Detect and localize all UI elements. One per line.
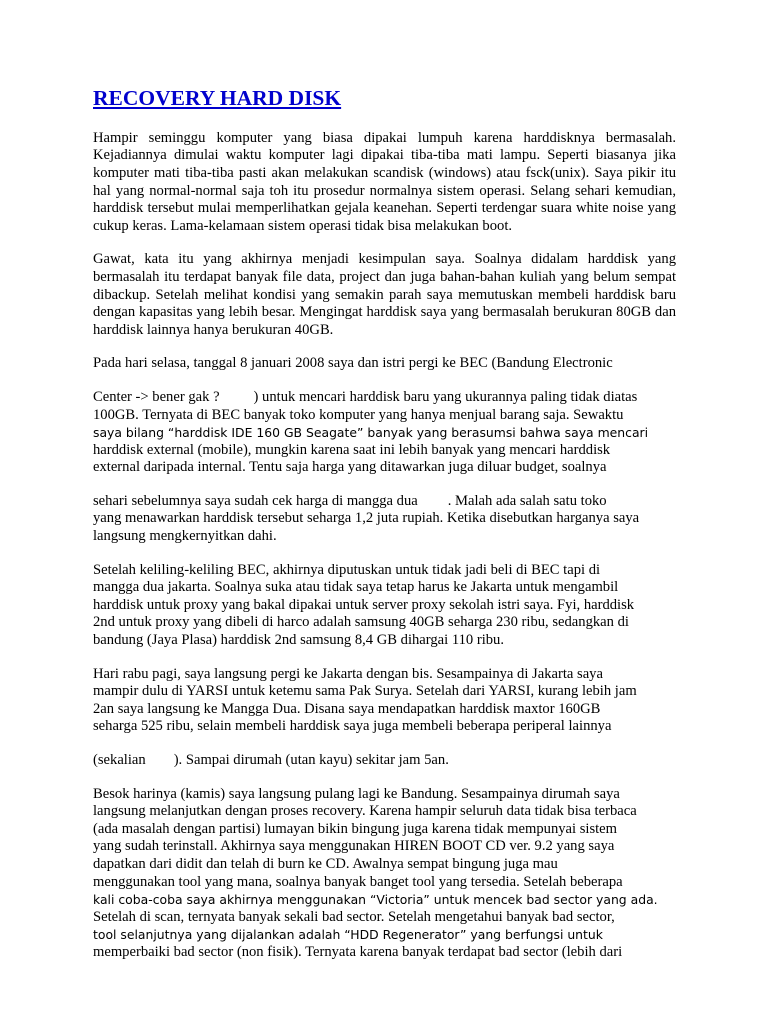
- paragraph-line: [93, 389, 676, 407]
- paragraph-line: harddisk untuk proxy yang bakal dipakai untuk server proxy sekolah istri saya. Fyi, harddisk: [93, 596, 635, 613]
- text-segment: ) untuk mencari harddisk baru yang ukurannya paling tidak diatas: [253, 388, 638, 405]
- paragraph-mangga-dua-price: [93, 493, 676, 546]
- paragraph-line: (ada masalah dengan partisi) lumayan bikin bingung juga karena tidak mempunyai sistem: [93, 820, 618, 837]
- paragraph-line: external daripada internal. Tentu saja harga yang ditawarkan juga diluar budget, soalnya: [93, 459, 607, 476]
- paragraph-line: seharga 525 ribu, selain membeli harddisk saya juga membeli beberapa periperal lainnya: [93, 718, 612, 735]
- text-segment: (sekalian: [93, 752, 146, 769]
- paragraph-line: 100GB. Ternyata di BEC banyak toko komputer yang hanya menjual barang saja. Sewaktu: [93, 406, 624, 423]
- paragraph-gawat: Gawat, kata itu yang akhirnya menjadi kesimpulan saya. Soalnya didalam harddisk yang bermasalah itu terdapat banyak file data, project dan juga bahan-bahan kuliah yang belum sempat dibackup. Setelah melihat kondisi yang semakin parah saya memutuskan membeli harddisk baru dengan kapasitas yang lebih besar. Mengingat harddisk saya yang bermasalah berukuran 80GB dan harddisk lainnya hanya berukuran 40GB.: [93, 251, 676, 338]
- paragraph-line: Setelah keliling-keliling BEC, akhirnya diputuskan untuk tidak jadi beli di BEC tapi di: [93, 561, 601, 578]
- paragraph-line: [93, 752, 676, 770]
- paragraph-line: langsung mengkernyitkan dahi.: [93, 528, 277, 545]
- paragraph-line: dapatkan dari didit dan telah di burn ke CD. Awalnya sempat bingung juga mau: [93, 855, 558, 872]
- page-title: RECOVERY HARD DISK: [93, 86, 342, 110]
- paragraph-line: bandung (Jaya Plasa) harddisk 2nd samsung 8,4 GB dihargai 110 ribu.: [93, 632, 504, 649]
- text-segment: . Malah ada salah satu toko: [447, 492, 607, 509]
- paragraph-line: 2an saya langsung ke Mangga Dua. Disana saya mendapatkan harddisk maxtor 160GB: [93, 700, 601, 717]
- paragraph-kamis: [93, 786, 676, 962]
- paragraph-line: yang sudah terinstall. Akhirnya saya menggunakan HIREN BOOT CD ver. 9.2 yang saya: [93, 838, 615, 855]
- text-segment: ). Sampai dirumah (utan kayu) sekitar jam 5an.: [173, 752, 449, 769]
- paragraph-line: mampir dulu di YARSI untuk ketemu sama Pak Surya. Setelah dari YARSI, kurang lebih jam: [93, 683, 637, 700]
- paragraph-line: menggunakan tool yang mana, soalnya banyak banget tool yang tersedia. Setelah beberapa: [93, 873, 623, 890]
- text-segment: Center -> bener gak ?: [93, 388, 220, 405]
- paragraph-line: tool selanjutnya yang dijalankan adalah “HDD Regenerator” yang berfungsi untuk: [93, 927, 603, 943]
- paragraph-rabu: [93, 666, 676, 736]
- paragraph-keliling-bec: [93, 562, 676, 650]
- paragraph-selasa-line: Pada hari selasa, tanggal 8 januari 2008 saya dan istri pergi ke BEC (Bandung Electronic: [93, 355, 613, 372]
- paragraph-line: kali coba-coba saya akhirnya menggunakan “Victoria” untuk mencek bad sector yang ada.: [93, 892, 658, 908]
- paragraph-line: 2nd untuk proxy yang dibeli di harco adalah samsung 40GB seharga 230 ribu, sedangkan di: [93, 614, 629, 631]
- text-segment: sehari sebelumnya saya sudah cek harga di mangga dua: [93, 492, 418, 509]
- paragraph-line: Besok harinya (kamis) saya langsung pulang lagi ke Bandung. Sesampainya dirumah saya: [93, 785, 620, 802]
- paragraph-line: [93, 493, 676, 511]
- paragraph-line: yang menawarkan harddisk tersebut seharga 1,2 juta rupiah. Ketika disebutkan harganya saya: [93, 510, 640, 527]
- paragraph-selasa: [93, 355, 676, 373]
- paragraph-line: harddisk external (mobile), mungkin karena saat ini lebih banyak yang mencari harddisk: [93, 441, 611, 458]
- paragraph-line: Hari rabu pagi, saya langsung pergi ke Jakarta dengan bis. Sesampainya di Jakarta saya: [93, 665, 603, 682]
- paragraph-line: saya bilang “harddisk IDE 160 GB Seagate” banyak yang berasumsi bahwa saya mencari: [93, 425, 649, 441]
- paragraph-line: langsung melanjutkan dengan proses recovery. Karena hampir seluruh data tidak bisa terbaca: [93, 803, 637, 820]
- paragraph-line: mangga dua jakarta. Soalnya suka atau tidak saya tetap harus ke Jakarta untuk mengambil: [93, 579, 619, 596]
- paragraph-line: Setelah di scan, ternyata banyak sekali bad sector. Setelah mengetahui banyak bad sector,: [93, 908, 615, 925]
- paragraph-intro: Hampir seminggu komputer yang biasa dipakai lumpuh karena harddisknya bermasalah. Kejadiannya dimulai waktu komputer lagi dipakai tiba-tiba mati lampu. Seperti biasanya jika komputer mati tiba-tiba pasti akan melakukan scandisk (windows) atau fsck(unix). Saya pikir itu hal yang normal-normal saja toh itu prosedur normalnya sistem operasi. Selang sehari kemudian, harddisk tersebut mulai memperlihatkan gejala keanehan. Seperti terdengar suara white noise yang cukup keras. Lama-kelamaan sistem operasi tidak bisa melakukan boot.: [93, 129, 676, 234]
- paragraph-sekalian: [93, 752, 676, 770]
- paragraph-line: memperbaiki bad sector (non fisik). Ternyata karena banyak terdapat bad sector (lebih dari: [93, 943, 623, 960]
- paragraph-bec: [93, 389, 676, 477]
